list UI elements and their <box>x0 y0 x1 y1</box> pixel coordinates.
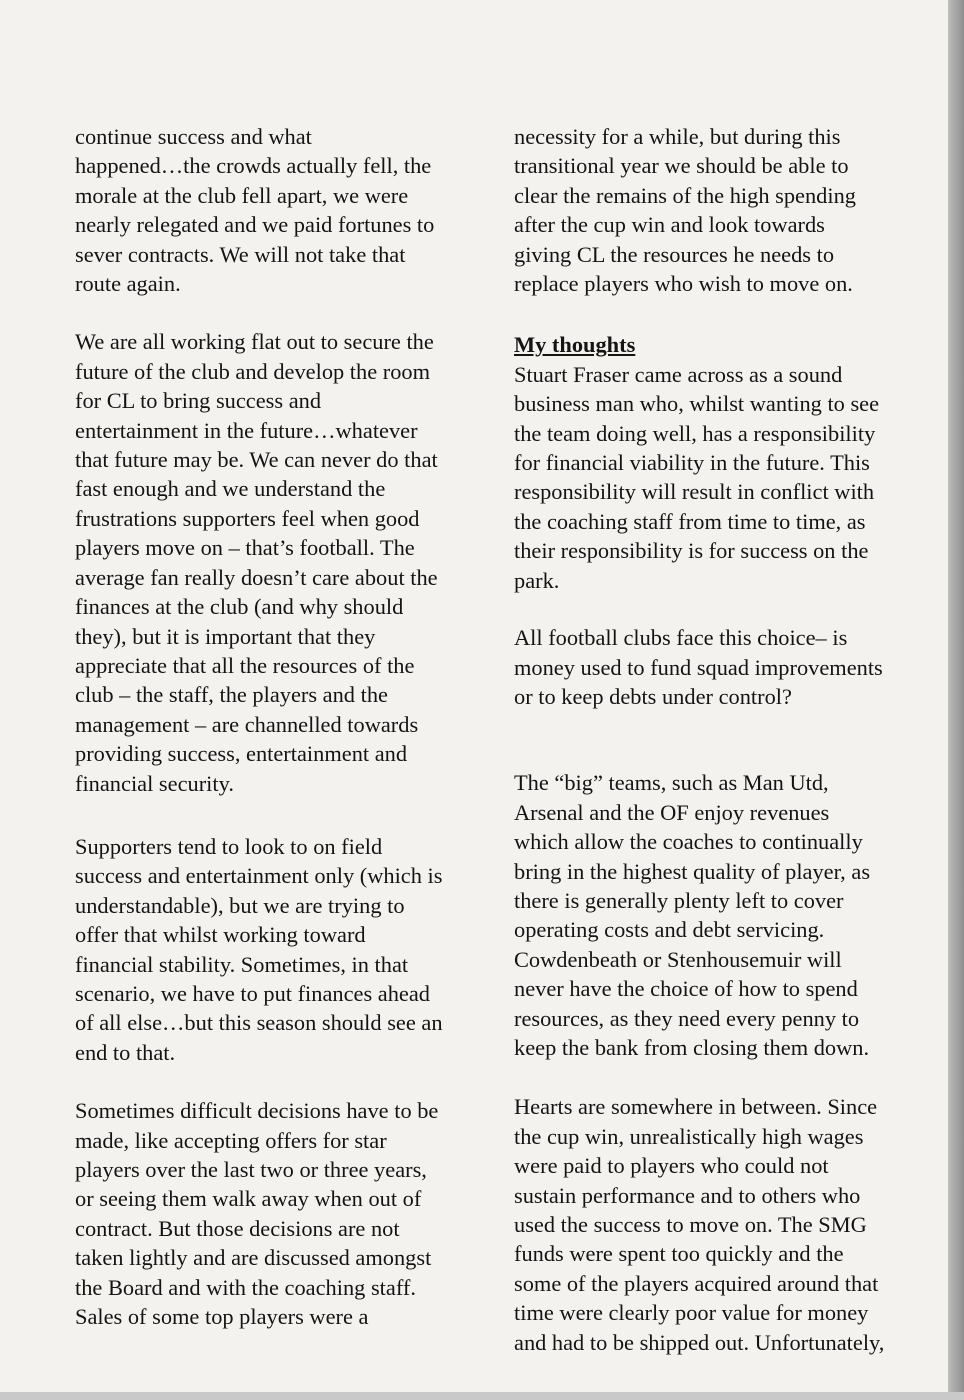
right-paragraph-2: Stuart Fraser came across as a sound business man who, whilst wanting to see the team doing well, has a responsibility for financial viability in the future. This responsibility will result in conflict with the coaching staff from time to time, as their responsibility is for success on the park. <box>514 361 880 593</box>
right-paragraph-3: All football clubs face this choice– is money used to fund squad improvements or to keep debts under control? <box>514 625 883 709</box>
left-paragraph-4: Sometimes difficult decisions have to be made, like accepting offers for star players over the last two or three years, or seeing them walk away when out of contract. But those decisions are not taken lightly and are discussed amongst the Board and with the coaching staff. Sales of some top players were a <box>75 1098 439 1330</box>
section-heading: My thoughts <box>514 332 636 358</box>
left-paragraph-3: Supporters tend to look to on field success and entertainment only (which is understandable), but we are trying to offer that whilst working toward financial stability. Sometimes, in that scenario, we have to put finances ahead of all else…but this season should see an end to that. <box>75 833 443 1065</box>
left-paragraph-2: We are all working flat out to secure the future of the club and develop the room for CL to bring success and entertainment in the future…whatever that future may be. We can never do that fast enough and we understand the frustrations supporters feel when good players move on – that’s football. The average fan really doesn’t care about the finances at the club (and why should they), but it is important that they appreciate that all the resources of the club – the staff, the players and the management – are channelled towards providing success, entertainment and financial security. <box>75 329 438 796</box>
right-paragraph-4: The “big” teams, such as Man Utd, Arsenal and the OF enjoy revenues which allow the coaches to continually bring in the highest quality of player, as there is generally plenty left to cover operating costs and debt servicing. Cowdenbeath or Stenhousemuir will never have the choice of how to spend resources, as they need every penny to keep the bank from closing them down. <box>514 770 871 1060</box>
page-edge-shadow <box>948 0 964 1400</box>
left-column <box>75 122 485 1331</box>
right-paragraph-5: Hearts are somewhere in between. Since the cup win, unrealistically high wages were paid to players who could not sustain performance and to others who used the success to move on. The SMG funds were spent too quickly and the some of the players acquired around that time were clearly poor value for money and had to be shipped out. Unfortunately, <box>514 1094 885 1355</box>
right-column <box>514 122 929 1357</box>
page-bottom-edge <box>0 1392 964 1400</box>
left-paragraph-1: continue success and what happened…the crowds actually fell, the morale at the club fell apart, we were nearly relegated and we paid fortunes to sever contracts. We will not take that route again. <box>75 124 435 297</box>
right-paragraph-1: necessity for a while, but during this transitional year we should be able to clear the remains of the high spending after the cup win and look towards giving CL the resources he needs to replace players who wish to move on. <box>514 124 856 297</box>
